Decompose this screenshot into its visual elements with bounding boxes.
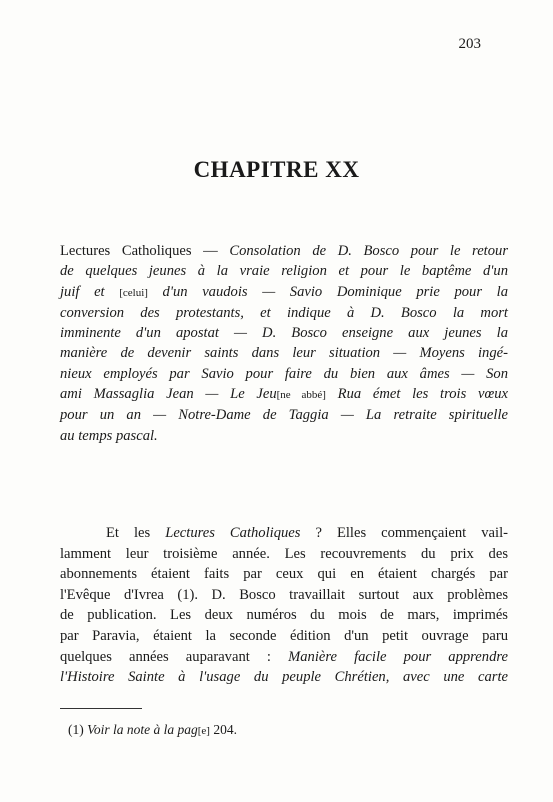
- body-paragraph: [60, 523, 508, 688]
- summary-text: Lectures Catholiques —: [60, 243, 230, 259]
- footnote-marker: (1): [68, 722, 88, 737]
- body-text: Lectures Catholiques: [165, 525, 301, 541]
- editorial-insert: [celui]: [119, 286, 148, 299]
- body-line-5: de publication. Les deux numéros du mois de mars, imprimés: [60, 607, 508, 624]
- chapter-title: CHAPITRE XX: [193, 157, 360, 182]
- summary-text: d'un vaudois — Savio Dominique prie pour la: [147, 283, 508, 300]
- footnote-divider: [60, 708, 142, 709]
- summary-text: Consolation de D. Bosco pour le retour: [229, 243, 508, 259]
- body-line-6: par Paravia, étaient la seconde édition d'un petit ouvrage paru: [60, 627, 508, 644]
- summary-line-8: [60, 384, 508, 405]
- summary-line-10: au temps pascal.: [60, 427, 158, 444]
- body-line-7: [60, 647, 508, 668]
- summary-line-3: [60, 282, 508, 303]
- body-text: ? Elles commençaient vail-: [300, 525, 508, 541]
- body-line-2: lamment leur troisième année. Les recouvrements du prix des: [60, 545, 508, 562]
- body-line-4: l'Evêque d'Ivrea (1). D. Bosco travaillait surtout aux problèmes: [60, 586, 508, 603]
- editorial-insert: [e]: [197, 725, 210, 737]
- summary-text: ami Massaglia Jean — Le Jeu: [60, 386, 277, 403]
- footnote: [68, 722, 237, 738]
- editorial-insert: [ne abbé]: [276, 389, 326, 402]
- summary-line-9: pour un an — Notre-Dame de Taggia — La retraite spirituelle: [60, 407, 508, 424]
- body-line-1: [60, 523, 508, 544]
- summary-text: juif et: [60, 283, 120, 300]
- chapter-summary: [60, 241, 508, 446]
- body-text: quelques années auparavant :: [60, 648, 289, 665]
- summary-line-2: de quelques jeunes à la vraie religion et pour le baptême d'un: [60, 263, 508, 280]
- summary-line-4: conversion des protestants, et indique à D. Bosco la mort: [60, 304, 508, 321]
- footnote-text: 204.: [209, 722, 237, 737]
- summary-text: Rua émet les trois vœux: [325, 386, 508, 403]
- footnote-text: Voir la note à la pag: [87, 722, 198, 737]
- summary-line-6: manière de devenir saints dans leur situation — Moyens ingé-: [60, 345, 508, 362]
- page-number: 203: [458, 36, 481, 52]
- summary-line-1: [60, 241, 508, 261]
- body-text: Manière facile pour apprendre: [288, 648, 508, 665]
- body-line-3: abonnements étaient faits par ceux qui en étaient chargés par: [60, 566, 508, 583]
- summary-line-5: imminente d'un apostat — D. Bosco enseigne aux jeunes la: [60, 325, 508, 342]
- summary-line-7: nieux employés par Savio pour faire du bien aux âmes — Son: [60, 365, 508, 382]
- body-line-8: l'Histoire Sainte à l'usage du peuple Chrétien, avec une carte: [60, 669, 508, 686]
- body-text: Et les: [106, 525, 166, 541]
